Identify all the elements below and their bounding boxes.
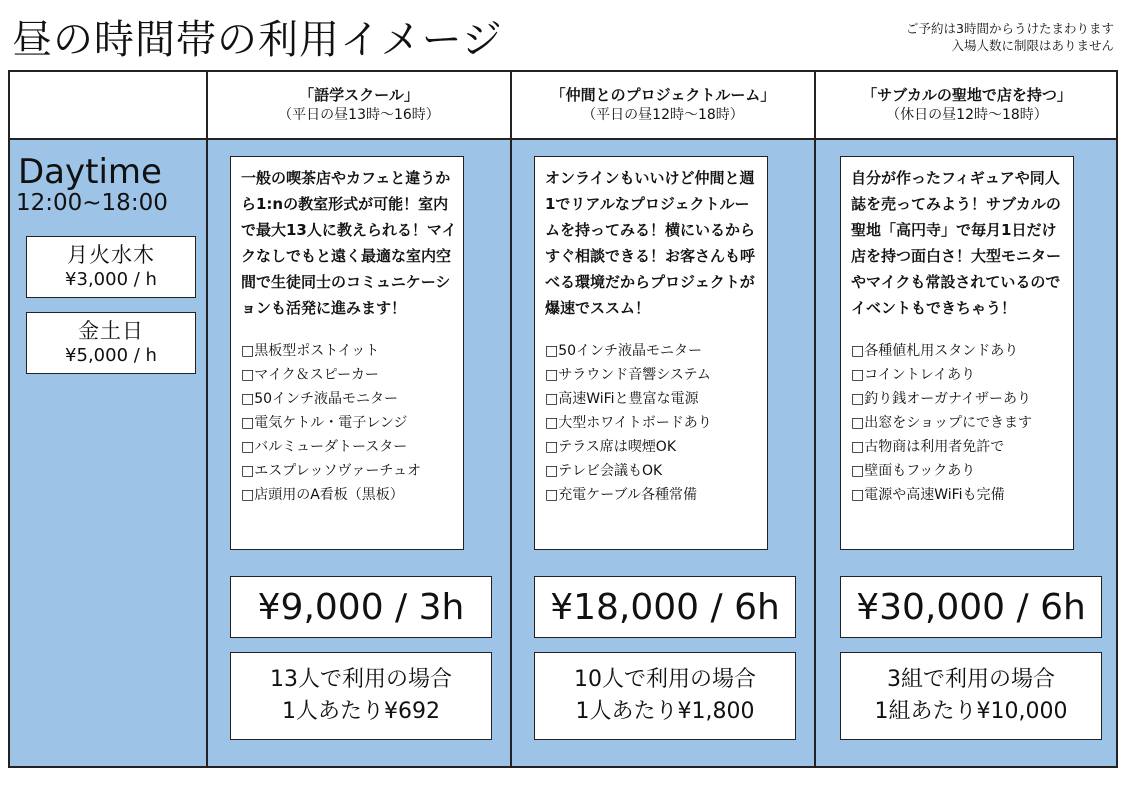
feature-item: □大型ホワイトボードあり xyxy=(545,415,712,431)
feature-item: □50インチ液晶モニター xyxy=(545,343,703,359)
header-divider xyxy=(10,138,1116,140)
per-person-price: 1人あたり¥692 xyxy=(282,699,440,724)
per-person-case: 10人で利用の場合 xyxy=(574,667,756,692)
time-slot-label: Daytime xyxy=(18,152,162,192)
plan-name: 「サブカルの聖地で店を持つ」 xyxy=(862,86,1072,104)
feature-item: □壁面もフックあり xyxy=(851,463,976,479)
plan-header-project-room xyxy=(512,72,814,138)
feature-item: □電気ケトル・電子レンジ xyxy=(241,415,408,431)
feature-item: □エスプレッソヴァーチュオ xyxy=(241,463,421,479)
feature-item: □高速WiFiと豊富な電源 xyxy=(545,391,699,407)
rate-price: ¥3,000 / h xyxy=(65,269,157,290)
plan-name: 「語学スクール」 xyxy=(299,86,419,104)
plan-price: ¥9,000 / 3h xyxy=(230,576,492,638)
plan-description-box xyxy=(840,156,1074,550)
note-capacity: 入場人数に制限はありません xyxy=(951,38,1114,53)
feature-item: □電源や高速WiFiも完備 xyxy=(851,487,1005,503)
feature-list xyxy=(241,339,457,507)
feature-item: □テレビ会議もOK xyxy=(545,463,663,479)
per-person-case: 13人で利用の場合 xyxy=(270,667,452,692)
feature-item: □出窓をショップにできます xyxy=(851,415,1032,431)
column-divider xyxy=(814,72,816,766)
plan-description-box xyxy=(230,156,464,550)
per-person-box xyxy=(534,652,796,740)
feature-item: □マイク＆スピーカー xyxy=(241,367,379,383)
plan-description: 自分が作ったフィギュアや同人誌を売ってみよう！サブカルの聖地「高円寺」で毎月1日だけ店を持つ面白さ！大型モニターやマイクも常設されているのでイベントもできちゃう！ xyxy=(851,169,1062,317)
feature-item: □黒板型ポストイット xyxy=(241,343,380,359)
per-person-box xyxy=(230,652,492,740)
plan-price: ¥18,000 / 6h xyxy=(534,576,796,638)
per-person-case: 3組で利用の場合 xyxy=(887,667,1055,692)
plan-price: ¥30,000 / 6h xyxy=(840,576,1102,638)
per-person-box xyxy=(840,652,1102,740)
column-divider xyxy=(510,72,512,766)
rate-days: 金土日 xyxy=(78,319,144,343)
feature-item: □古物商は利用者免許で xyxy=(851,439,1005,455)
feature-list xyxy=(851,339,1067,507)
feature-item: □50インチ液晶モニター xyxy=(241,391,399,407)
feature-item: □店頭用のA看板（黒板） xyxy=(241,487,404,503)
weekday-rate-box xyxy=(26,236,196,298)
page-title: 昼の時間帯の利用イメージ xyxy=(12,17,503,63)
feature-item: □コイントレイあり xyxy=(851,367,976,383)
note-minimum-hours: ご予約は3時間からうけたまわります xyxy=(906,21,1114,36)
feature-item: □釣り銭オーガナイザーあり xyxy=(851,391,1031,407)
plan-name: 「仲間とのプロジェクトルーム」 xyxy=(550,86,776,104)
feature-item: □サラウンド音響システム xyxy=(545,367,711,383)
per-person-price: 1人あたり¥1,800 xyxy=(575,699,755,724)
plan-description: 一般の喫茶店やカフェと違うから1:nの教室形式が可能！室内で最大13人に教えられる！マイクなしでもと遠く最適な室内空間で生徒同士のコミュニケーションも活発に進みます！ xyxy=(241,169,457,317)
plan-hours: （休日の昼12時～18時） xyxy=(886,107,1048,123)
plan-header-subculture-shop xyxy=(816,72,1118,138)
feature-item: □テラス席は喫煙OK xyxy=(545,439,677,455)
plan-hours: （平日の昼12時～18時） xyxy=(582,107,744,123)
rate-days: 月火水木 xyxy=(67,243,155,267)
pricing-table xyxy=(8,70,1118,768)
feature-item: □充電ケーブル各種常備 xyxy=(545,487,697,503)
feature-list xyxy=(545,339,761,507)
plan-hours: （平日の昼13時～16時） xyxy=(278,107,440,123)
feature-item: □各種値札用スタンドあり xyxy=(851,343,1019,359)
plan-header-language-school xyxy=(208,72,510,138)
rate-price: ¥5,000 / h xyxy=(65,345,157,366)
plan-description: オンラインもいいけど仲間と週1でリアルなプロジェクトルームを持ってみる！横にいるからすぐ相談できる！お客さんも呼べる環境だからプロジェクトが爆速でススム！ xyxy=(545,169,756,317)
column-divider xyxy=(206,72,208,766)
plan-description-box xyxy=(534,156,768,550)
daytime-row xyxy=(10,140,1116,766)
time-slot-hours: 12:00~18:00 xyxy=(16,190,168,216)
weekend-rate-box xyxy=(26,312,196,374)
feature-item: □バルミューダトースター xyxy=(241,439,408,455)
reservation-notes xyxy=(906,20,1114,54)
per-person-price: 1組あたり¥10,000 xyxy=(874,699,1068,724)
